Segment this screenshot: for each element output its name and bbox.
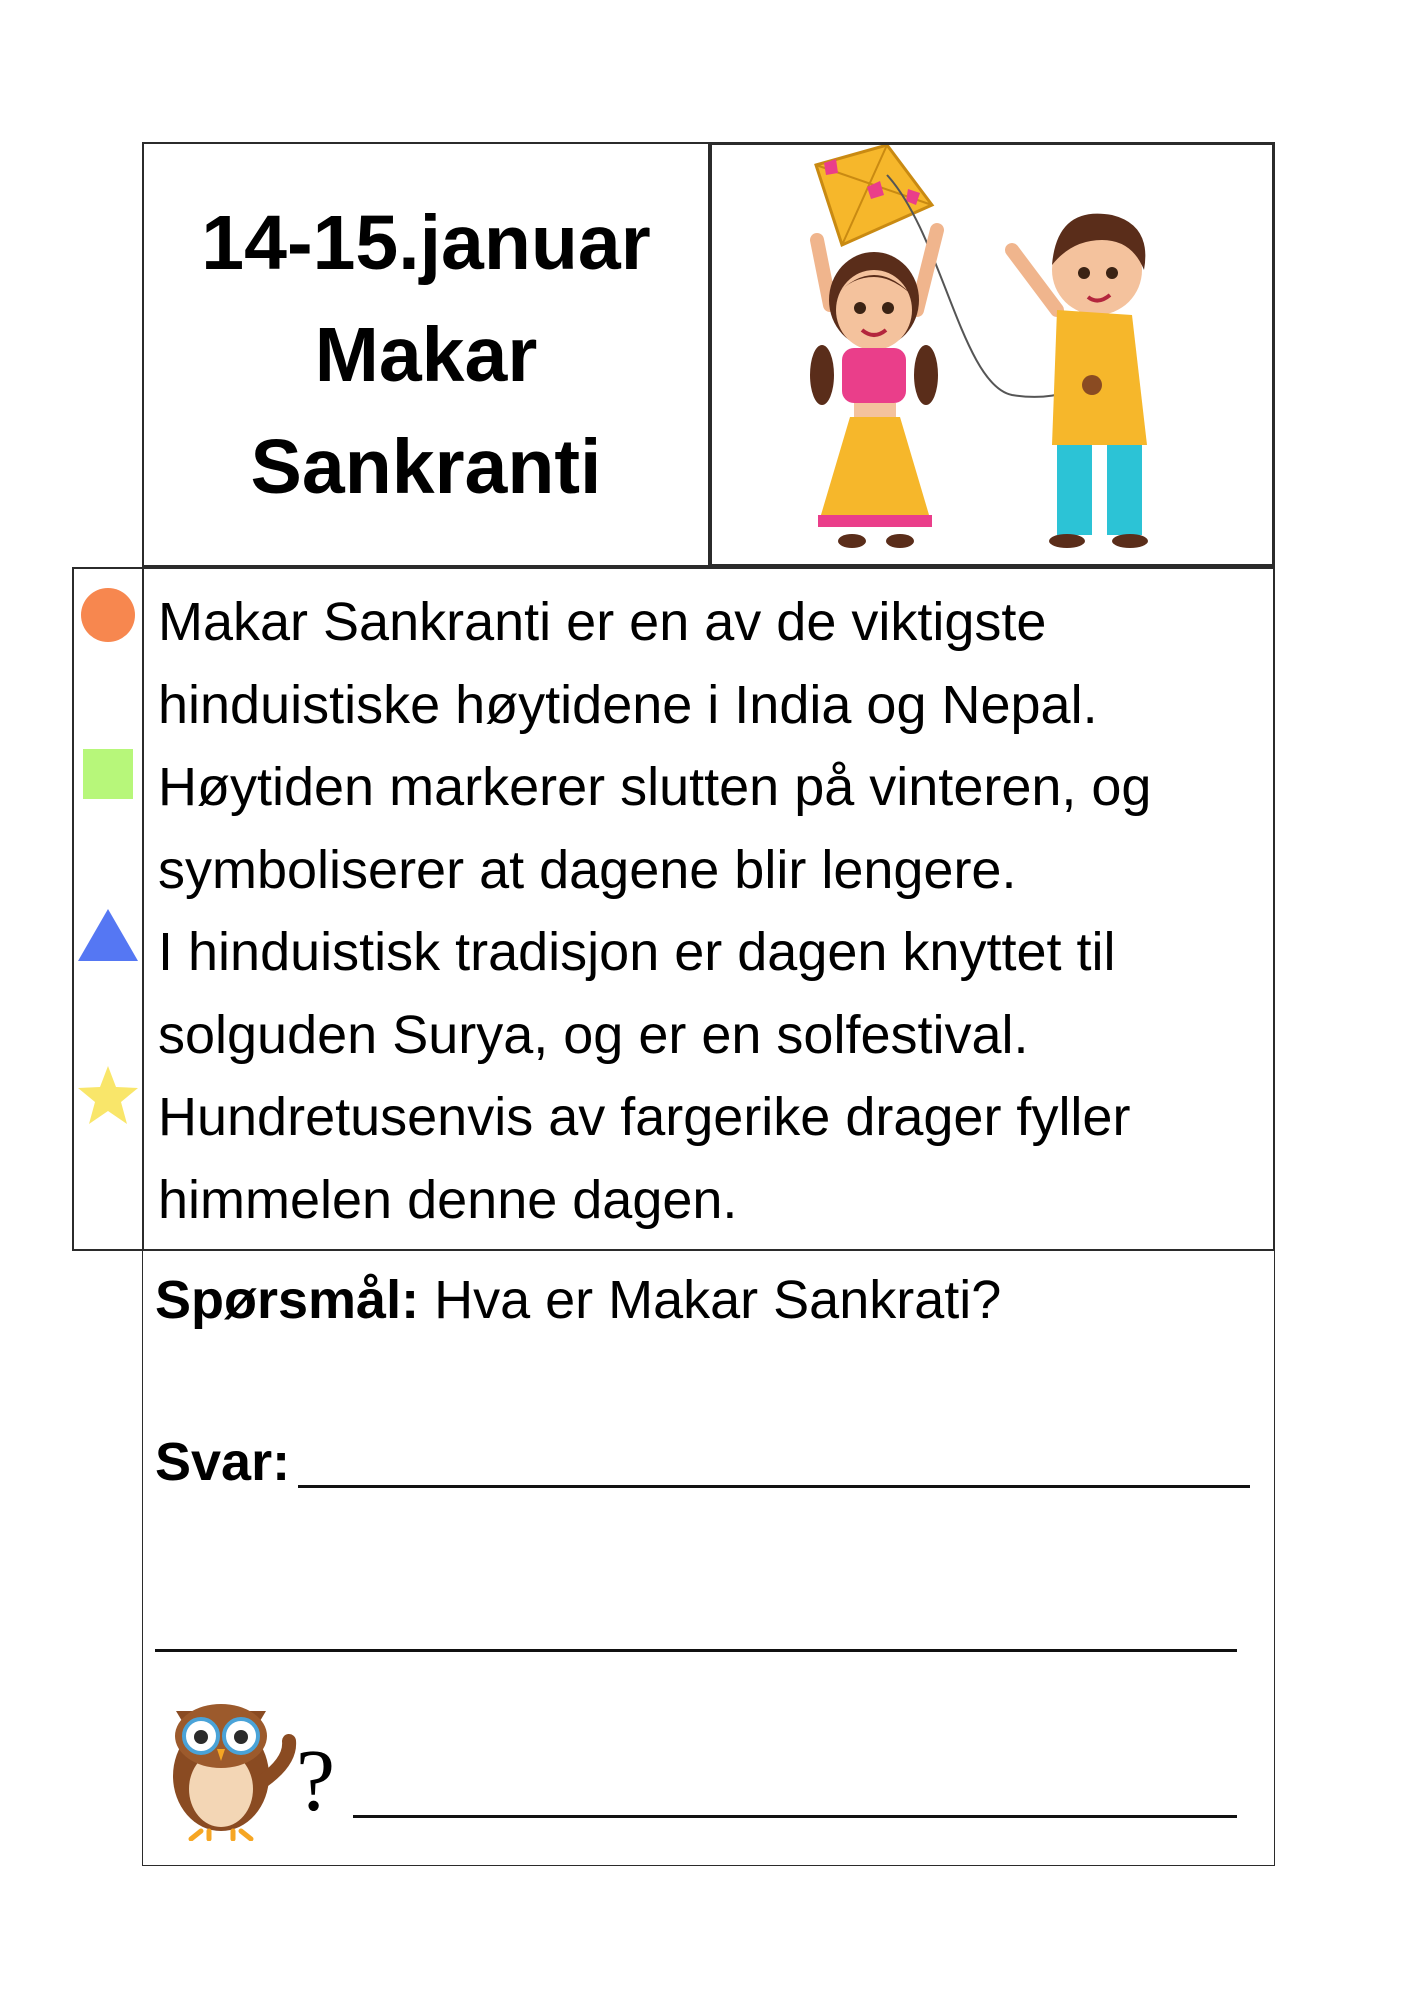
blue-triangle-icon	[76, 906, 140, 964]
body-line: Høytiden markerer slutten på vinteren, og	[158, 757, 1152, 817]
shape-marker-column	[72, 567, 144, 1251]
question-mark: ?	[296, 1733, 336, 1830]
kite-icon	[816, 145, 932, 245]
green-square-icon	[80, 746, 136, 802]
yellow-star-icon	[76, 1064, 140, 1128]
kite-children-illustration	[712, 145, 1272, 564]
boy-figure	[1012, 214, 1148, 548]
body-text-cell	[142, 567, 1275, 1251]
orange-circle-icon	[78, 585, 138, 645]
body-line: I hinduistisk tradisjon er dagen knyttet til	[158, 922, 1116, 982]
question-cell	[142, 1250, 1275, 1866]
illustration-cell	[709, 142, 1275, 567]
answer-label: Svar:	[155, 1432, 291, 1492]
body-line: solguden Surya, og er en solfestival.	[158, 1004, 1029, 1065]
question-label: Spørsmål:	[155, 1270, 420, 1330]
answer-line	[155, 1431, 290, 1493]
page-title-date: 14-15.januar	[201, 199, 651, 286]
owl-icon	[161, 1681, 301, 1841]
answer-rule-3[interactable]	[353, 1815, 1237, 1818]
question-text: Hva er Makar Sankrati?	[419, 1270, 1002, 1330]
title-cell	[142, 142, 710, 567]
body-paragraph	[158, 581, 1263, 1241]
answer-rule-2[interactable]	[155, 1649, 1237, 1652]
body-line: hinduistiske høytidene i India og Nepal.	[158, 674, 1098, 735]
body-line: Makar Sankranti er en av de viktigste	[158, 592, 1047, 652]
question-line	[155, 1269, 1001, 1331]
body-line: Hundretusenvis av fargerike drager fyller	[158, 1087, 1131, 1147]
page-title-name-2: Sankranti	[250, 423, 602, 510]
girl-figure	[810, 230, 938, 548]
answer-rule-1[interactable]	[298, 1485, 1250, 1488]
page-title-name-1: Makar	[314, 311, 538, 398]
body-line: symboliserer at dagene blir lengere.	[158, 839, 1017, 900]
body-line: himmelen denne dagen.	[158, 1169, 738, 1230]
